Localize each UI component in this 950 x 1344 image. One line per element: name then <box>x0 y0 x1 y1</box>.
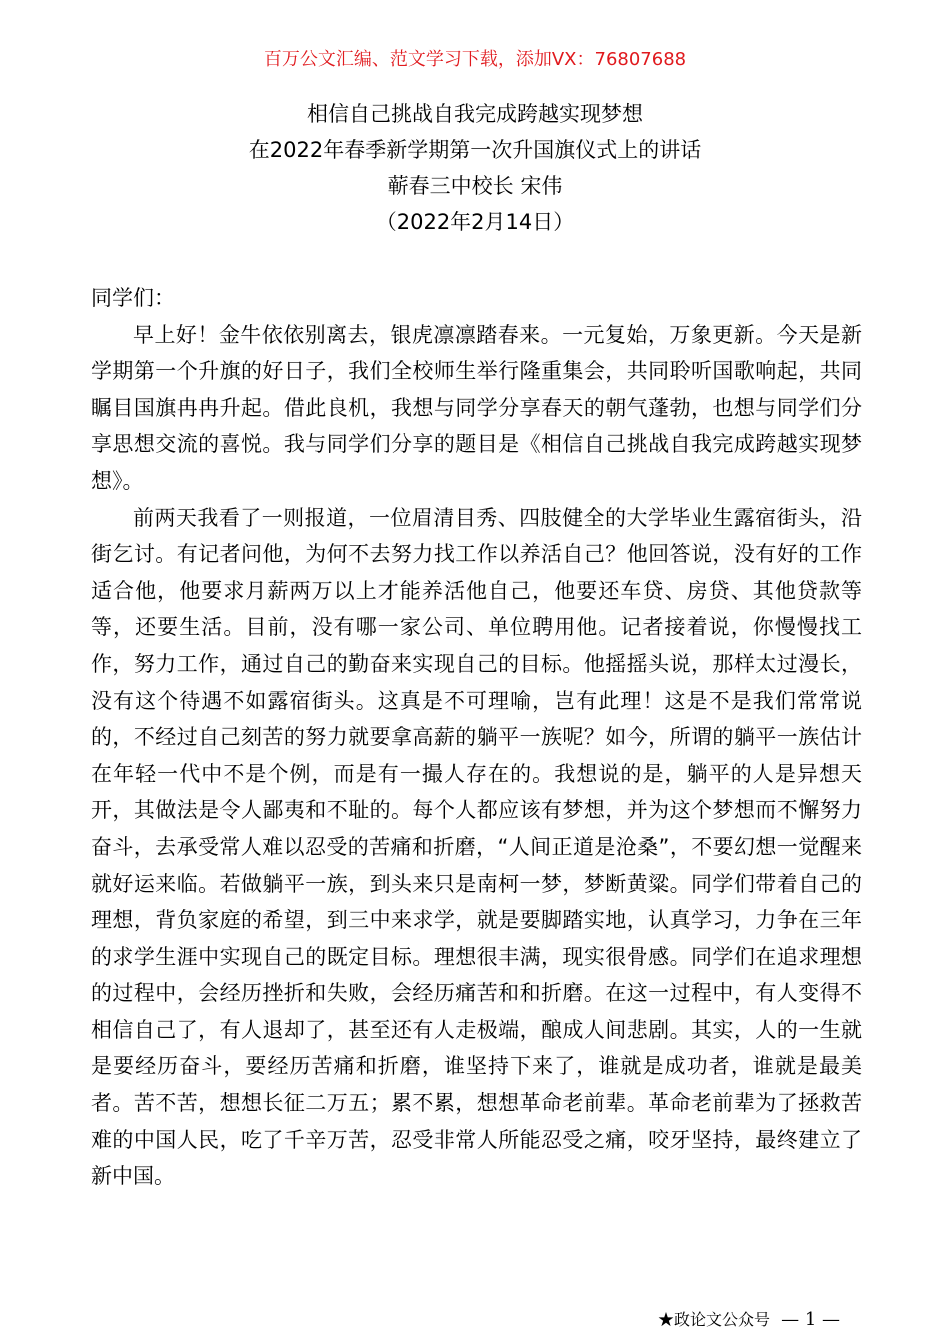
watermark-banner: 百万公文汇编、范文学习下载，添加VX：76807688 <box>263 49 687 70</box>
speaker-line: 蕲春三中校长 宋伟 <box>387 174 563 198</box>
speech-title: 相信自己挑战自我完成跨越实现梦想 <box>307 102 643 126</box>
speech-date: （2022年2月14日） <box>375 210 575 234</box>
speech-body <box>91 280 862 1195</box>
paragraph: 前两天我看了一则报道，一位眉清目秀、四肢健全的大学毕业生露宿街头，沿街乞讨。有记者问他，为何不去努力找工作以养活自己？他回答说，没有好的工作适合他，他要求月薪两万以上才能养活他自己，他要还车贷、房贷、其他贷款等等，还要生活。目前，没有哪一家公司、单位聘用他。记者接着说，你慢慢找工作，努力工作，通过自己的勤奋来实现自己的目标。他摇摇头说，那样太过漫长，没有这个待遇不如露宿街头。这真是不可理喻，岂有此理！这是不是我们常常说的，不经过自己刻苦的努力就要拿高薪的躺平一族呢？如今，所谓的躺平一族估计在年轻一代中不是个例，而是有一撮人存在的。我想说的是，躺平的人是异想天开，其做法是令人鄙夷和不耻的。每个人都应该有梦想，并为这个梦想而不懈努力奋斗，去承受常人难以忍受的苦痛和折磨，“人间正道是沧桑”，不要幻想一觉醒来就好运来临。若做躺平一族，到头来只是南柯一梦，梦断黄粱。同学们带着自己的理想，背负家庭的希望，到三中来求学，就是要脚踏实地，认真学习，力争在三年的求学生涯中实现自己的既定目标。理想很丰满，现实很骨感。同学们在追求理想的过程中，会经历挫折和失败，会经历痛苦和和折磨。在这一过程中，有人变得不相信自己了，有人退却了，甚至还有人走极端，酿成人间悲剧。其实，人的一生就是要经历奋斗，要经历苦痛和折磨，谁坚持下来了，谁就是成功者，谁就是最美者。苦不苦，想想长征二万五；累不累，想想革命老前辈。革命老前辈为了拯救苦难的中国人民，吃了千辛万苦，忍受非常人所能忍受之痛，咬牙坚持，最终建立了新中国。 <box>91 505 862 1189</box>
page-footer <box>658 1308 840 1332</box>
paragraph: 早上好！金牛依依别离去，银虎凛凛踏春来。一元复始，万象更新。今天是新学期第一个升旗的好日子，我们全校师生举行隆重集会，共同聆听国歌响起，共同瞩目国旗冉冉升起。借此良机，我想与同学分享春天的朝气蓬勃，也想与同学们分享思想交流的喜悦。我与同学们分享的题目是《相信自己挑战自我完成跨越实现梦想》。 <box>91 322 862 493</box>
page-number: — 1 — <box>781 1309 840 1330</box>
document-title-block <box>0 96 950 240</box>
footer-source: ★政论文公众号 <box>657 1310 770 1329</box>
salutation: 同学们： <box>91 286 175 310</box>
speech-subtitle: 在2022年春季新学期第一次升国旗仪式上的讲话 <box>248 138 702 162</box>
